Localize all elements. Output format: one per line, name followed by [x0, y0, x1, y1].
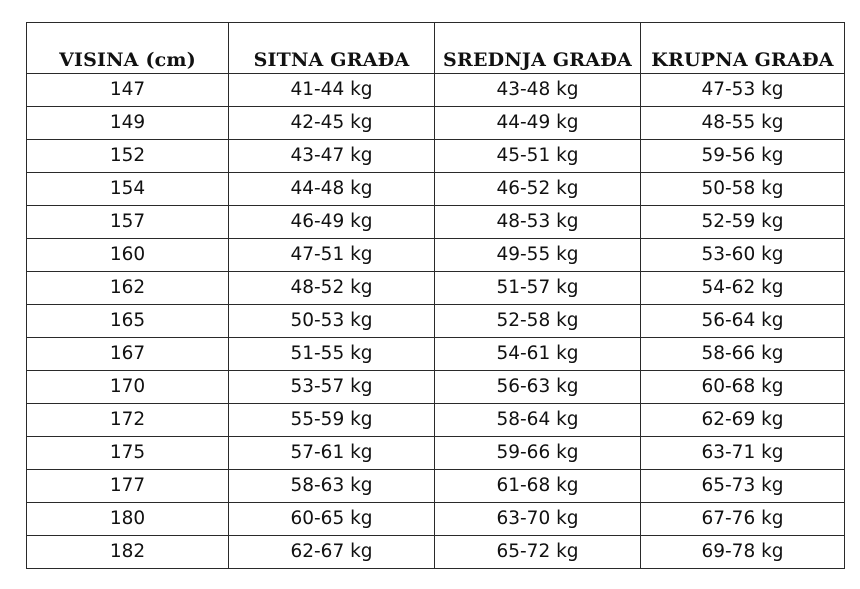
cell-medium-frame: 58-64 kg: [435, 404, 641, 437]
cell-small-frame: 43-47 kg: [229, 140, 435, 173]
cell-large-frame: 58-66 kg: [641, 338, 845, 371]
cell-medium-frame: 54-61 kg: [435, 338, 641, 371]
cell-small-frame: 55-59 kg: [229, 404, 435, 437]
cell-medium-frame: 61-68 kg: [435, 470, 641, 503]
cell-large-frame: 62-69 kg: [641, 404, 845, 437]
cell-large-frame: 63-71 kg: [641, 437, 845, 470]
header-row: [27, 23, 845, 74]
cell-medium-frame: 63-70 kg: [435, 503, 641, 536]
cell-small-frame: 47-51 kg: [229, 239, 435, 272]
cell-small-frame: 60-65 kg: [229, 503, 435, 536]
cell-small-frame: 44-48 kg: [229, 173, 435, 206]
cell-large-frame: 48-55 kg: [641, 107, 845, 140]
cell-medium-frame: 65-72 kg: [435, 536, 641, 569]
cell-height: 170: [27, 371, 229, 404]
cell-small-frame: 51-55 kg: [229, 338, 435, 371]
cell-large-frame: 65-73 kg: [641, 470, 845, 503]
cell-medium-frame: 43-48 kg: [435, 74, 641, 107]
cell-medium-frame: 48-53 kg: [435, 206, 641, 239]
cell-large-frame: 59-56 kg: [641, 140, 845, 173]
cell-height: 172: [27, 404, 229, 437]
cell-medium-frame: 46-52 kg: [435, 173, 641, 206]
table-row: [27, 239, 845, 272]
table-row: [27, 173, 845, 206]
height-weight-table: [26, 22, 845, 569]
cell-height: 157: [27, 206, 229, 239]
cell-height: 165: [27, 305, 229, 338]
table-row: [27, 503, 845, 536]
cell-medium-frame: 45-51 kg: [435, 140, 641, 173]
cell-large-frame: 60-68 kg: [641, 371, 845, 404]
cell-small-frame: 53-57 kg: [229, 371, 435, 404]
column-header-medium-frame: SREDNJA GRAĐA: [435, 23, 641, 74]
table-row: [27, 536, 845, 569]
cell-small-frame: 50-53 kg: [229, 305, 435, 338]
cell-small-frame: 42-45 kg: [229, 107, 435, 140]
table-row: [27, 338, 845, 371]
cell-medium-frame: 49-55 kg: [435, 239, 641, 272]
table-row: [27, 305, 845, 338]
cell-large-frame: 52-59 kg: [641, 206, 845, 239]
cell-medium-frame: 59-66 kg: [435, 437, 641, 470]
table-row: [27, 140, 845, 173]
cell-large-frame: 47-53 kg: [641, 74, 845, 107]
table-row: [27, 107, 845, 140]
cell-height: 180: [27, 503, 229, 536]
column-header-large-frame: KRUPNA GRAĐA: [641, 23, 845, 74]
cell-height: 162: [27, 272, 229, 305]
cell-small-frame: 48-52 kg: [229, 272, 435, 305]
cell-large-frame: 54-62 kg: [641, 272, 845, 305]
cell-small-frame: 62-67 kg: [229, 536, 435, 569]
cell-small-frame: 46-49 kg: [229, 206, 435, 239]
cell-large-frame: 50-58 kg: [641, 173, 845, 206]
column-header-small-frame: SITNA GRAĐA: [229, 23, 435, 74]
cell-small-frame: 57-61 kg: [229, 437, 435, 470]
table-row: [27, 437, 845, 470]
cell-height: 154: [27, 173, 229, 206]
cell-medium-frame: 44-49 kg: [435, 107, 641, 140]
table-row: [27, 404, 845, 437]
cell-large-frame: 69-78 kg: [641, 536, 845, 569]
cell-height: 152: [27, 140, 229, 173]
table-row: [27, 74, 845, 107]
table-body: [27, 74, 845, 569]
table-row: [27, 272, 845, 305]
cell-height: 149: [27, 107, 229, 140]
cell-height: 175: [27, 437, 229, 470]
cell-height: 177: [27, 470, 229, 503]
table-row: [27, 470, 845, 503]
cell-height: 147: [27, 74, 229, 107]
cell-medium-frame: 51-57 kg: [435, 272, 641, 305]
cell-height: 182: [27, 536, 229, 569]
table-row: [27, 206, 845, 239]
cell-height: 167: [27, 338, 229, 371]
column-header-height: VISINA (cm): [27, 23, 229, 74]
cell-small-frame: 41-44 kg: [229, 74, 435, 107]
cell-small-frame: 58-63 kg: [229, 470, 435, 503]
cell-height: 160: [27, 239, 229, 272]
cell-medium-frame: 52-58 kg: [435, 305, 641, 338]
cell-medium-frame: 56-63 kg: [435, 371, 641, 404]
cell-large-frame: 67-76 kg: [641, 503, 845, 536]
table-header: [27, 23, 845, 74]
table-row: [27, 371, 845, 404]
cell-large-frame: 53-60 kg: [641, 239, 845, 272]
cell-large-frame: 56-64 kg: [641, 305, 845, 338]
